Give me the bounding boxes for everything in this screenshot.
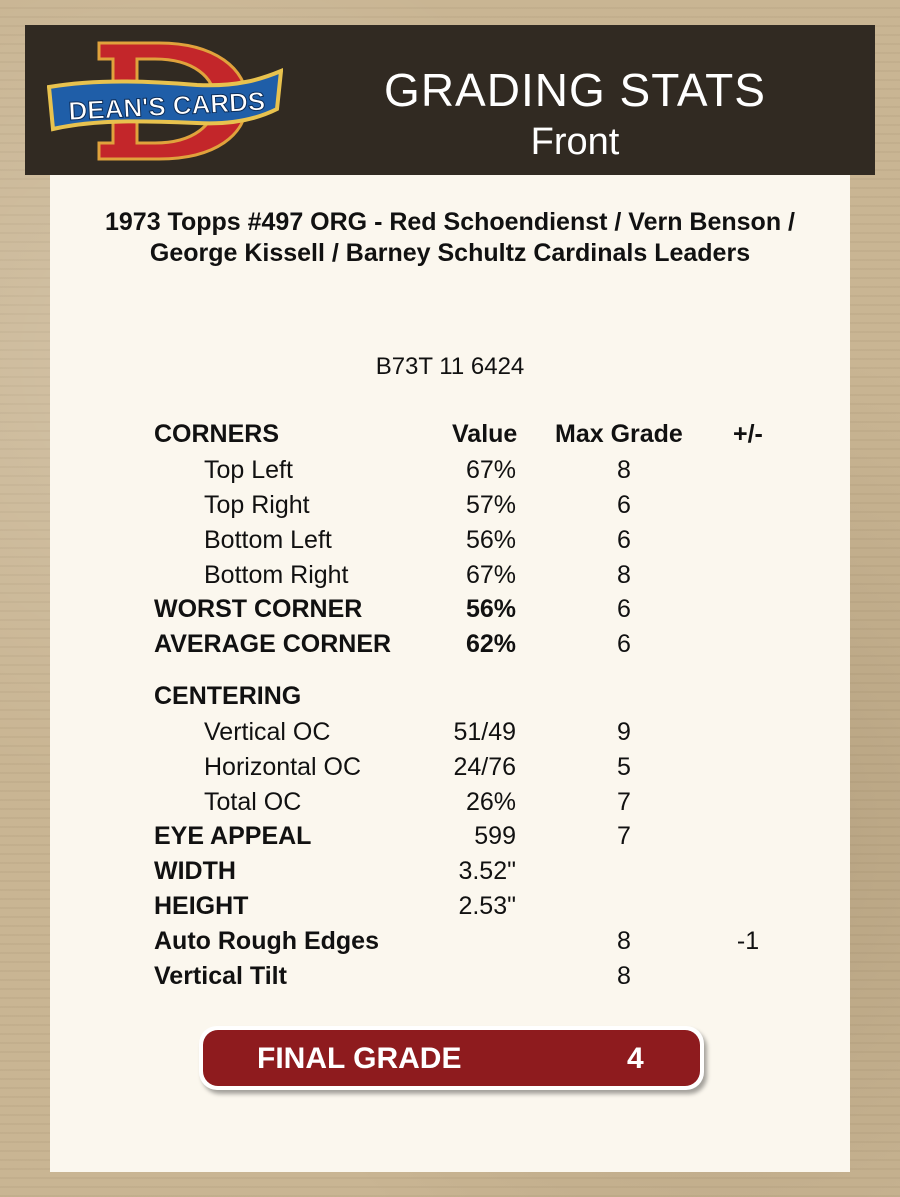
plus-minus-column-header: +/- <box>733 420 763 448</box>
table-row <box>50 526 850 558</box>
final-grade-box <box>203 1030 700 1086</box>
row-label: Auto Rough Edges <box>154 927 379 955</box>
table-row <box>50 753 850 785</box>
row-value: 57% <box>465 491 516 519</box>
deans-cards-logo <box>47 39 283 161</box>
row-value: 24/76 <box>453 753 516 781</box>
row-max-grade: 6 <box>617 630 631 658</box>
row-value: 67% <box>465 456 516 484</box>
table-row <box>50 456 850 488</box>
row-max-grade: 8 <box>617 456 631 484</box>
row-label: WORST CORNER <box>154 595 363 623</box>
page-subtitle: Front <box>530 121 620 163</box>
row-label: Top Left <box>204 456 293 484</box>
final-grade-badge <box>199 1026 704 1090</box>
row-label: Horizontal OC <box>204 753 361 781</box>
row-max-grade: 8 <box>617 927 631 955</box>
row-max-grade: 7 <box>617 788 631 816</box>
table-row <box>50 788 850 820</box>
row-value: 599 <box>474 822 516 850</box>
row-max-grade: 6 <box>617 595 631 623</box>
row-max-grade: 7 <box>617 822 631 850</box>
height-row <box>50 892 850 924</box>
row-value: 2.53" <box>458 892 516 920</box>
row-max-grade: 5 <box>617 753 631 781</box>
row-label: AVERAGE CORNER <box>154 630 392 658</box>
card-code: B73T 11 6424 <box>375 353 525 380</box>
logo-text: DEAN'S CARDS <box>67 85 266 127</box>
row-max-grade: 6 <box>617 491 631 519</box>
vertical-tilt-row <box>50 962 850 994</box>
row-max-grade: 8 <box>617 561 631 589</box>
row-label: EYE APPEAL <box>154 822 312 850</box>
row-label: HEIGHT <box>154 892 249 920</box>
row-label: Top Right <box>204 491 310 519</box>
row-value: 51/49 <box>453 718 516 746</box>
row-max-grade: 9 <box>617 718 631 746</box>
final-grade-value: 4 <box>627 1042 644 1075</box>
table-row <box>50 718 850 750</box>
row-label: Vertical Tilt <box>154 962 287 990</box>
row-value: 26% <box>465 788 516 816</box>
corners-heading: CORNERS <box>154 420 280 448</box>
table-row <box>50 561 850 593</box>
row-label: Vertical OC <box>204 718 331 746</box>
table-header-row <box>50 420 850 452</box>
row-label: Total OC <box>204 788 302 816</box>
stats-panel <box>50 175 850 1172</box>
row-value: 3.52" <box>458 857 516 885</box>
page-title: GRADING STATS <box>384 64 766 116</box>
row-plus-minus: -1 <box>736 927 760 955</box>
value-column-header: Value <box>452 420 518 448</box>
row-label: WIDTH <box>154 857 236 885</box>
final-grade-label: FINAL GRADE <box>257 1042 462 1075</box>
row-max-grade: 8 <box>617 962 631 990</box>
table-row <box>50 491 850 523</box>
centering-heading: CENTERING <box>154 682 302 710</box>
row-value: 67% <box>465 561 516 589</box>
eye-appeal-row <box>50 822 850 854</box>
card-title: 1973 Topps #497 ORG - Red Schoendienst / Vern Benson / George Kissell / Barney Schultz Cardinals Leaders <box>104 208 795 267</box>
row-label: Bottom Left <box>204 526 332 554</box>
header-bar <box>25 25 875 175</box>
row-value: 56% <box>465 526 516 554</box>
average-corner-row <box>50 630 850 662</box>
row-label: Bottom Right <box>204 561 349 589</box>
centering-heading-row <box>50 682 850 714</box>
width-row <box>50 857 850 889</box>
row-value: 56% <box>465 595 516 623</box>
row-value: 62% <box>465 630 516 658</box>
max-grade-column-header: Max Grade <box>555 420 683 448</box>
auto-rough-edges-row <box>50 927 850 959</box>
row-max-grade: 6 <box>617 526 631 554</box>
worst-corner-row <box>50 595 850 627</box>
